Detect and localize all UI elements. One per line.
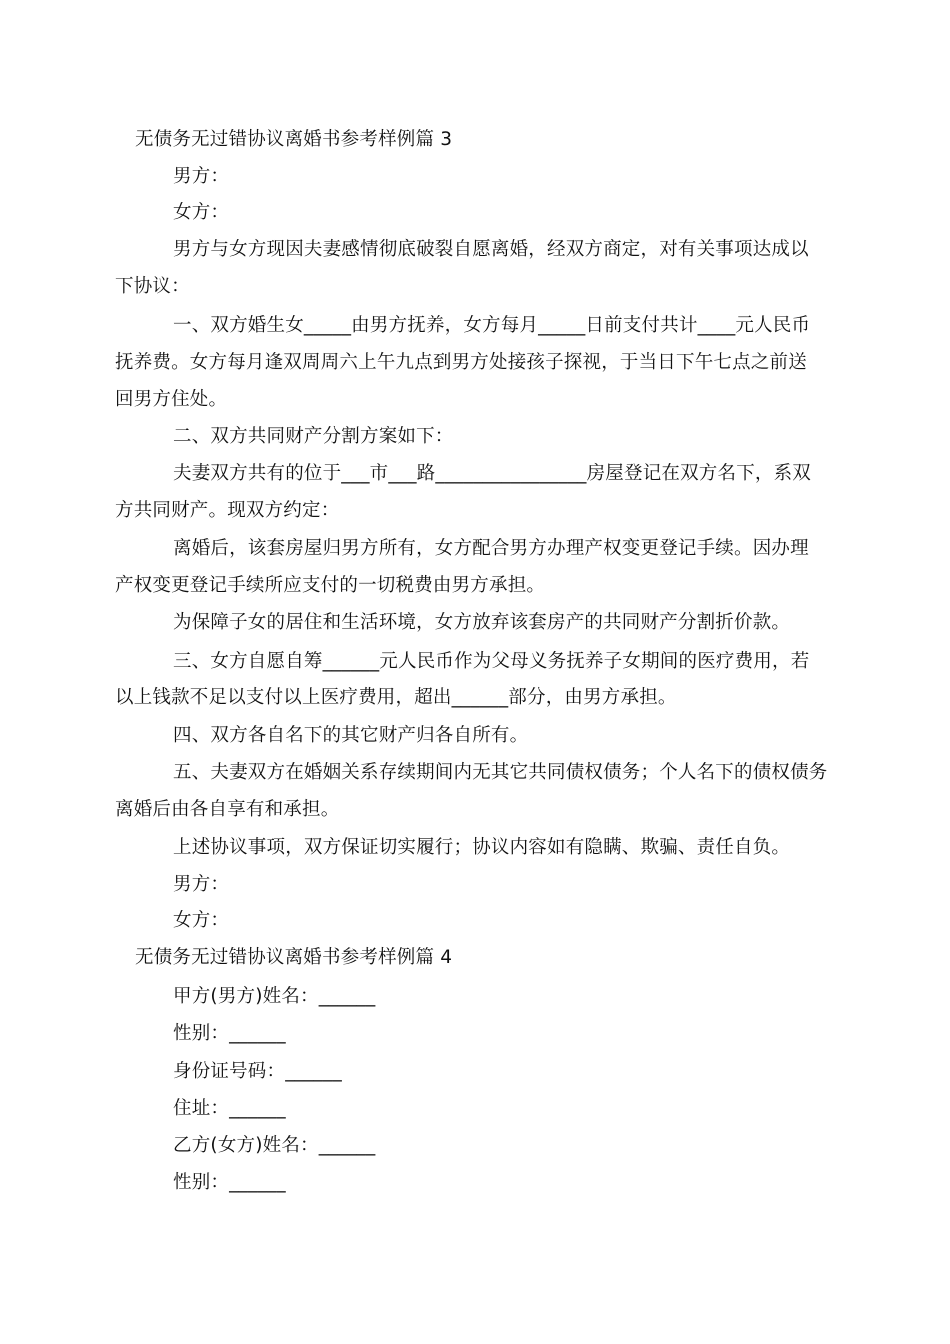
party-a-gender: 性别：______ (173, 1023, 286, 1044)
woman-signature: 女方： (173, 910, 230, 931)
closing-statement: 上述协议事项，双方保证切实履行；协议内容如有隐瞒、欺骗、责任自负。 (173, 837, 791, 858)
party-b-gender: 性别：______ (173, 1172, 286, 1193)
party-a-name: 甲方(男方)姓名：______ (173, 986, 376, 1007)
clause3-line-1: 三、女方自愿自筹______元人民币作为父母义务抚养子女期间的医疗费用，若 (173, 651, 810, 672)
clause5-line-2: 离婚后由各自享有和承担。 (115, 799, 340, 820)
clause3-line-2: 以上钱款不足以支付以上医疗费用，超出______部分，由男方承担。 (115, 687, 677, 708)
clause2-heading: 二、双方共同财产分割方案如下： (173, 426, 454, 447)
intro-line-1: 男方与女方现因夫妻感情彻底破裂自愿离婚，经双方商定，对有关事项达成以 (173, 239, 809, 260)
clause2-p1-line-2: 方共同财产。现双方约定： (115, 500, 340, 521)
clause2-p2-line-1: 离婚后，该套房屋归男方所有，女方配合男方办理产权变更登记手续。因办理 (173, 538, 809, 559)
clause2-p2-line-2: 产权变更登记手续所应支付的一切税费由男方承担。 (115, 575, 546, 596)
party-a-address: 住址：______ (173, 1098, 286, 1119)
clause1-line-3: 回男方住处。 (115, 389, 228, 410)
clause5-line-1: 五、夫妻双方在婚姻关系存续期间内无其它共同债权债务；个人名下的债权债务 (173, 762, 828, 783)
clause4: 四、双方各自名下的其它财产归各自所有。 (173, 725, 529, 746)
clause1-line-2: 抚养费。女方每月逢双周周六上午九点到男方处接孩子探视，于当日下午七点之前送 (115, 352, 807, 373)
party-b-name: 乙方(女方)姓名：______ (173, 1135, 376, 1156)
intro-line-2: 下协议： (115, 276, 190, 297)
clause2-p1-line-1: 夫妻双方共有的位于___市___路________________房屋登记在双方名下，系双 (173, 463, 812, 484)
woman-label: 女方： (173, 202, 230, 223)
section3-title: 无债务无过错协议离婚书参考样例篇 3 (135, 129, 453, 150)
man-label: 男方： (173, 166, 230, 187)
clause2-p3: 为保障子女的居住和生活环境，女方放弃该套房产的共同财产分割折价款。 (173, 612, 791, 633)
section4-title: 无债务无过错协议离婚书参考样例篇 4 (135, 947, 453, 968)
clause1-line-1: 一、双方婚生女_____由男方抚养，女方每月_____日前支付共计____元人民币 (173, 315, 811, 336)
man-signature: 男方： (173, 874, 230, 895)
party-a-id: 身份证号码：______ (173, 1061, 342, 1082)
